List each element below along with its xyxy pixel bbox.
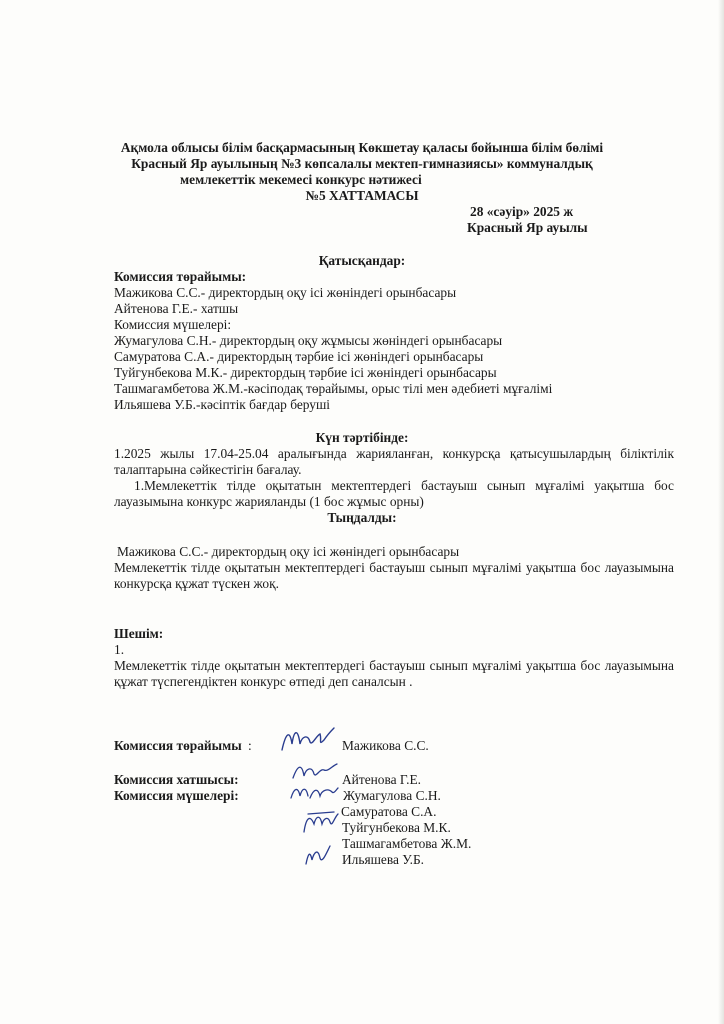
header-line-3: мемлекеттік мекемесі конкурс нәтижесі (180, 172, 422, 187)
header-line-1: Ақмола облысы білім басқармасының Көкшетау қаласы бойынша білім бөлімі (120, 140, 604, 155)
member-line: Туйгунбекова М.К.- директордың тәрбие ісі жөніндегі орынбасары (114, 365, 497, 380)
decision-text: Мемлекеттік тілде оқытатын мектептердегі бастауыш сынып мұғалімі уақытша бос лауазымына құжат түспегендіктен конкурс өтпеді деп саналсын . (114, 658, 674, 689)
sign-secretary-name: Айтенова Г.Е. (342, 772, 422, 787)
secretary-signature (290, 760, 340, 782)
protocol-place: Красный Яр ауылы (467, 220, 588, 235)
sign-member-name: Ильяшева У.Б. (342, 852, 424, 867)
chair-line: Мажикова С.С.- директордың оқу ісі жөніндегі орынбасары (114, 285, 457, 300)
members-label: Комиссия мүшелері: (114, 317, 232, 332)
heard-text: Мемлекеттік тілде оқытатын мектептердегі бастауыш сынып мұғалімі уақытша бос лауазымына конкурсқа құжат түскен жоқ. (114, 560, 674, 591)
sign-member-name: Ташмагамбетова Ж.М. (342, 836, 472, 851)
member-line: Самуратова С.А.- директордың тәрбие ісі жөніндегі орынбасары (114, 349, 484, 364)
agenda-item-1: 1.2025 жылы 17.04-25.04 аралығында жарияланған, конкурсқа қатысушылардың біліктілік талаптарына сәйкестігін бағалау. (114, 446, 674, 477)
member-signature-1 (288, 782, 340, 804)
sign-secretary-label: Комиссия хатшысы: (114, 772, 239, 787)
agenda-heading: Күн тәртібінде: (315, 430, 409, 445)
header-line-2: Красный Яр ауылының №3 көпсалалы мектеп-гимназиясы» коммуналдық (131, 156, 593, 171)
member-line: Жумагулова С.Н.- директордың оқу жұмысы жөніндегі орынбасары (114, 333, 503, 348)
heard-heading: Тыңдалды: (327, 510, 397, 525)
decision-heading: Шешім: (114, 626, 164, 641)
protocol-number: №5 ХАТТАМАСЫ (305, 188, 419, 203)
protocol-date: 28 «сәуір» 2025 ж (470, 204, 574, 219)
sign-chair-name: Мажикова С.С. (342, 738, 429, 753)
chair-signature (278, 722, 338, 756)
sign-members-label: Комиссия мүшелері: (114, 788, 239, 803)
sign-chair-colon: : (248, 738, 252, 753)
sign-member-name: Жумагулова С.Н. (343, 788, 441, 803)
sign-member-name: Туйгунбекова М.К. (342, 820, 451, 835)
decision-number: 1. (114, 642, 125, 657)
member-line: Ильяшева У.Б.-кәсіптік бағдар беруші (114, 397, 331, 412)
heard-speaker: Мажикова С.С.- директордың оқу ісі жөніндегі орынбасары (117, 544, 460, 559)
participants-heading: Қатысқандар: (318, 253, 406, 268)
member-line: Ташмагамбетова Ж.М.-кәсіподақ төрайымы, орыс тілі мен әдебиеті мұғалімі (114, 381, 553, 396)
member-signature-3 (300, 808, 340, 838)
page-edge-shadow (718, 0, 724, 1024)
agenda-item-1-sub: 1.Мемлекеттік тілде оқытатын мектептердегі бастауыш сынып мұғалімі уақытша бос лауазымына конкурс жарияланды (1 бос жұмыс орны) (114, 478, 674, 509)
member-signature-5 (302, 842, 334, 870)
sign-member-name: Самуратова С.А. (341, 804, 437, 819)
sign-chair-label: Комиссия төрайымы (114, 738, 242, 753)
chair-label: Комиссия төрайымы: (114, 269, 247, 284)
secretary-line: Айтенова Г.Е.- хатшы (114, 301, 239, 316)
